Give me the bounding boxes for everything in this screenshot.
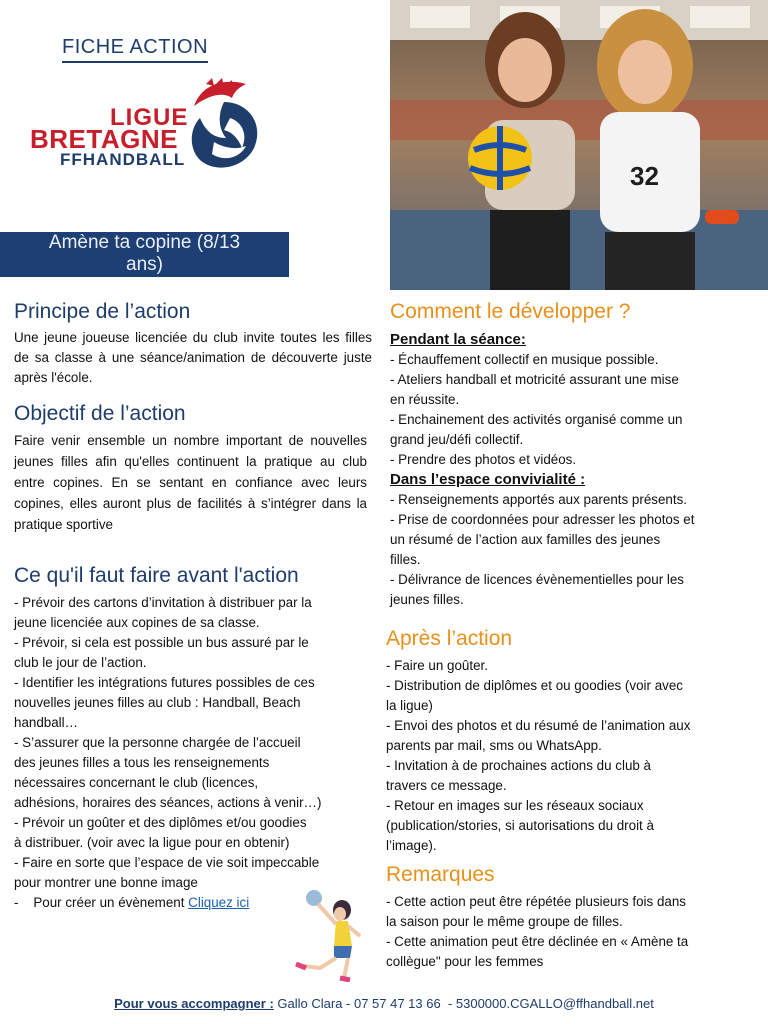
list-item: handball… [14,715,79,730]
list-item: club le jour de l’action. [14,655,147,670]
list-item: (publication/stories, si autorisations du droit à [386,818,654,833]
list-item: jeune licenciée aux copines de sa classe. [14,615,260,630]
remarques-list [386,892,688,972]
list-item: adhésions, horaires des séances, actions à venir…) [14,795,322,810]
list-item: - Distribution de diplômes et ou goodies (voir avec [386,678,683,693]
objectif-text: Faire venir ensemble un nombre important de nouvelles jeunes filles afin qu'elles continuent la pratique au club entre copines. En se sentant en confiance avec leurs copines, elles auront plus de facilités à s’intégrer dans la pratique sportive [14,433,367,532]
ligue-bretagne-logo [26,78,266,178]
event-link[interactable]: Cliquez ici [188,895,250,910]
section-title-avant: Ce qu'il faut faire avant l'action [14,564,299,587]
list-item: - Invitation à de prochaines actions du club à [386,758,652,773]
list-item: - Échauffement collectif en musique possible. [390,352,659,367]
comment-block [390,330,694,610]
list-item: - S’assurer que la personne chargée de l’accueil [14,735,301,750]
list-item: pour montrer une bonne image [14,875,198,890]
program-title-banner [0,232,289,277]
list-item: - Délivrance de licences évènementielles pour les [390,572,684,587]
list-item: - Faire un goûter. [386,658,488,673]
list-item: - Cette animation peut être déclinée en « Amène ta [386,934,689,949]
list-item: collègue" pour les femmes [386,954,544,969]
document-heading: FICHE ACTION [62,36,208,63]
banner-line: ans) [126,254,163,275]
section-title-remarques: Remarques [386,863,495,886]
footer-contact: Gallo Clara - 07 57 47 13 66 - 5300000.CGALLO@ffhandball.net [273,996,654,1011]
footer-label: Pour vous accompagner : [114,996,274,1011]
list-item: - Prévoir des cartons d’invitation à distribuer par la [14,595,312,610]
principe-text: Une jeune joueuse licenciée du club invite toutes les filles de sa classe à une séance/animation de découverte juste après l'école. [14,330,372,385]
list-item: des jeunes filles a tous les renseignements [14,755,270,770]
event-prefix: - Pour créer un évènement [14,895,189,910]
section-title-objectif: Objectif de l’action [14,402,186,425]
logo-text-ligue: LIGUE [110,104,189,131]
list-item-event [14,893,321,913]
list-item: à distribuer. (voir avec la ligue pour en obtenir) [14,835,290,850]
photo-illustration [390,0,768,290]
list-item: - Ateliers handball et motricité assurant une mise [390,372,679,387]
girls-handball-photo [390,0,768,290]
jersey-number: 32 [630,161,659,191]
list-item: nécessaires concernant le club (licences, [14,775,259,790]
list-item: nouvelles jeunes filles au club : Handball, Beach [14,695,301,710]
list-item: la saison pour le même groupe de filles. [386,914,623,929]
banner-line: Amène ta copine (8/13 [48,232,241,253]
list-item: filles. [390,552,421,567]
list-item: - Identifier les intégrations futures possibles de ces [14,675,315,690]
contact-footer [0,996,768,1011]
list-item: travers ce message. [386,778,507,793]
subsection-title-seance: Pendant la séance: [390,331,526,348]
list-item: la ligue) [386,698,433,713]
section-title-principe: Principe de l’action [14,300,191,323]
list-item: - Prévoir, si cela est possible un bus assuré par le [14,635,309,650]
list-item: - Prise de coordonnées pour adresser les photos et [390,512,695,527]
list-item: en réussite. [390,392,460,407]
list-item: - Faire en sorte que l’espace de vie soit impeccable [14,855,320,870]
logo-text-ffhandball: FFHANDBALL [60,150,186,169]
list-item: un résumé de l’action aux familles des jeunes [390,532,661,547]
list-item: - Envoi des photos et du résumé de l’animation aux [386,718,691,733]
section-title-apres: Après l’action [386,627,513,650]
list-item: - Prendre des photos et vidéos. [390,452,577,467]
list-item: jeunes filles. [390,592,464,607]
list-item: - Cette action peut être répétée plusieurs fois dans [386,894,686,909]
list-item: grand jeu/défi collectif. [390,432,524,447]
logo-text-bretagne: BRETAGNE [30,124,178,154]
rooster-emblem-icon [184,78,264,174]
avant-list [14,593,321,913]
list-item: - Retour en images sur les réseaux sociaux [386,798,644,813]
list-item: l’image). [386,838,437,853]
list-item: - Enchainement des activités organisé comme un [390,412,683,427]
list-item: parents par mail, sms ou WhatsApp. [386,738,602,753]
section-title-comment: Comment le développer ? [390,300,631,323]
handball-player-illustration-icon [290,888,366,982]
list-item: - Renseignements apportés aux parents présents. [390,492,687,507]
apres-list [386,656,690,856]
list-item: - Prévoir un goûter et des diplômes et/ou goodies [14,815,307,830]
subsection-title-convivialite: Dans l’espace convivialité : [390,471,586,488]
